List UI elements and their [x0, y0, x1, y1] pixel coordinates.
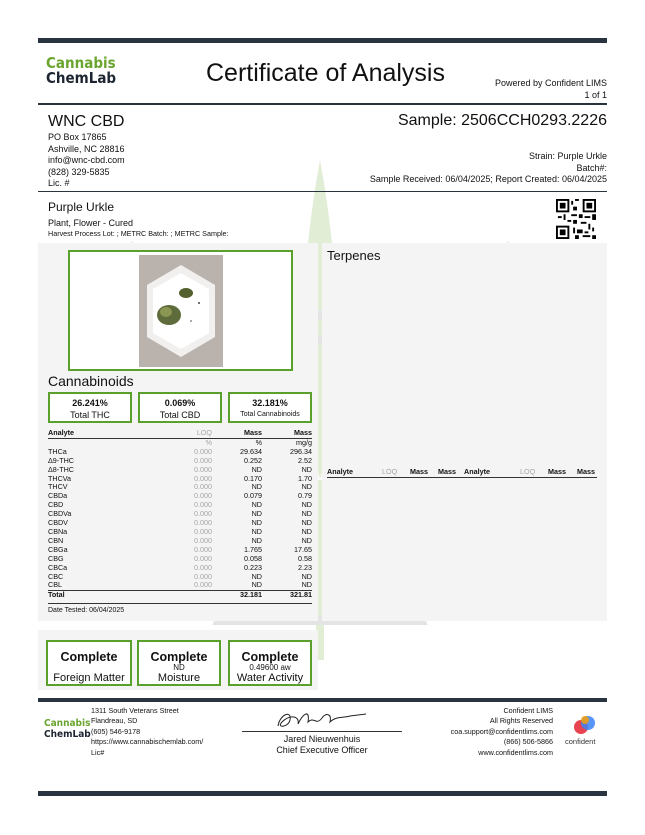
total-cannabinoids-value: 32.181%: [252, 398, 288, 408]
lims-website: www.confidentlims.com: [478, 747, 553, 757]
table-row: [48, 555, 312, 564]
mass-pct-cell: ND: [251, 571, 262, 581]
table-row: [48, 519, 312, 528]
analyte-cell: CBDa: [48, 491, 68, 501]
foreign-matter-box: [46, 640, 132, 686]
mass-mg-cell: ND: [301, 500, 312, 510]
table-row: [48, 573, 312, 582]
confident-label: confident: [565, 737, 596, 746]
mass-pct-cell: ND: [251, 580, 262, 590]
table-row: [48, 528, 312, 537]
loq-cell: 0.000: [194, 455, 212, 465]
mass-mg-cell: 17.65: [294, 544, 312, 554]
table-row: [48, 466, 312, 475]
footer-logo: [44, 718, 91, 740]
col-analyte: Analyte: [48, 428, 74, 437]
analyte-cell: CBNa: [48, 526, 68, 536]
signer-title: Chief Executive Officer: [276, 745, 368, 755]
loq-cell: 0.000: [194, 482, 212, 492]
analyte-cell: CBN: [48, 535, 64, 545]
mass-mg-cell: ND: [301, 580, 312, 590]
terp-col-mass-2b: Mass: [577, 467, 595, 476]
terpenes-table-header: [327, 467, 597, 478]
col-loq: LOQ: [196, 428, 212, 437]
unit-pct: %: [255, 437, 262, 447]
analyte-cell: CBDV: [48, 518, 68, 528]
footer-phone: (605) 546-9178: [91, 726, 141, 736]
lims-rights: All Rights Reserved: [489, 716, 553, 726]
table-row: [48, 501, 312, 510]
table-row: [48, 448, 312, 457]
terp-col-loq-2: LOQ: [520, 467, 536, 476]
mass-mg-cell: ND: [301, 535, 312, 545]
water-activity-status: Complete: [241, 650, 299, 664]
cannabinoids-heading: Cannabinoids: [48, 373, 134, 389]
signature-graphic: [270, 706, 370, 732]
sample-photo-frame: [68, 250, 293, 371]
footer-logo-line-2: ChemLab: [44, 729, 91, 740]
total-thc-label: Total THC: [70, 410, 110, 420]
mass-mg-cell: 296.34: [290, 446, 312, 456]
footer-address: [91, 706, 203, 758]
header-rule: [38, 103, 607, 105]
client-address-1: PO Box 17865: [48, 132, 107, 142]
sample-details: [370, 151, 607, 186]
loq-cell: 0.000: [194, 518, 212, 528]
col-mass-pct: Mass: [244, 428, 262, 437]
terp-col-analyte-1: Analyte: [327, 467, 353, 476]
total-cbd-box: [138, 392, 222, 423]
cannabinoids-table: [48, 429, 312, 600]
moisture-detail: ND: [173, 663, 185, 672]
confident-logo-icon: [573, 714, 597, 736]
mass-pct-cell: ND: [251, 482, 262, 492]
mass-mg-cell: ND: [301, 482, 312, 492]
unit-loq: %: [205, 437, 212, 447]
mass-pct-cell: ND: [251, 464, 262, 474]
mass-mg-cell: ND: [301, 464, 312, 474]
table-row: [48, 475, 312, 484]
signature-line: [242, 731, 402, 732]
table-row: [48, 483, 312, 492]
mass-mg-cell: 0.58: [298, 553, 312, 563]
foreign-matter-status: Complete: [60, 650, 118, 664]
mass-pct-cell: 0.058: [244, 553, 262, 563]
total-label: Total: [48, 590, 65, 600]
moisture-label: Moisture: [157, 672, 201, 684]
analyte-cell: CBGa: [48, 544, 68, 554]
signer-block: [242, 734, 402, 756]
terpenes-heading: Terpenes: [327, 248, 381, 263]
loq-cell: 0.000: [194, 491, 212, 501]
client-license: Lic. #: [48, 178, 70, 188]
mass-mg-cell: 2.23: [298, 562, 312, 572]
mass-mg-cell: 0.79: [298, 491, 312, 501]
col-mass-mg: Mass: [294, 428, 312, 437]
mass-pct-cell: 29.634: [240, 446, 262, 456]
analyte-cell: THCVa: [48, 473, 72, 483]
lims-info: [451, 706, 553, 758]
sample-photo: [139, 255, 223, 367]
table-row: [48, 537, 312, 546]
analyte-cell: CBCa: [48, 562, 68, 572]
qr-code-icon: [556, 199, 596, 239]
loq-cell: 0.000: [194, 464, 212, 474]
loq-cell: 0.000: [194, 446, 212, 456]
mass-pct-cell: ND: [251, 500, 262, 510]
analyte-cell: CBDVa: [48, 509, 72, 519]
water-activity-detail: 0.49600 aw: [249, 663, 291, 672]
product-name: Purple Urkle: [48, 200, 115, 214]
client-details: [48, 132, 125, 190]
unit-mg: mg/g: [296, 437, 312, 447]
mass-pct-cell: ND: [251, 509, 262, 519]
total-cbd-value: 0.069%: [164, 398, 196, 408]
total-mg: 321.81: [290, 590, 312, 600]
client-rule: [38, 191, 607, 192]
analyte-cell: THCa: [48, 446, 67, 456]
mass-pct-cell: 0.252: [244, 455, 262, 465]
mass-pct-cell: 0.079: [244, 491, 262, 501]
mass-pct-cell: ND: [251, 518, 262, 528]
analyte-cell: THCV: [48, 482, 68, 492]
total-cbd-label: Total CBD: [159, 410, 201, 420]
harvest-info: Harvest Process Lot: ; METRC Batch: ; METRC Sample:: [48, 229, 229, 238]
page-number: 1 of 1: [584, 89, 607, 100]
analyte-cell: CBD: [48, 500, 64, 510]
foreign-matter-label: Foreign Matter: [53, 672, 125, 684]
mass-mg-cell: ND: [301, 526, 312, 536]
table-row: [48, 564, 312, 573]
analyte-cell: CBL: [48, 580, 62, 590]
logo-line-1: Cannabis: [46, 54, 116, 72]
lims-email: coa.support@confidentlims.com: [450, 726, 553, 736]
powered-by: Powered by Confident LIMS: [494, 78, 607, 88]
header-meta: [495, 78, 607, 101]
water-activity-label: Water Activity: [236, 672, 304, 684]
loq-cell: 0.000: [194, 526, 212, 536]
lims-phone: (866) 506-5866: [503, 737, 553, 747]
lims-name: Confident LIMS: [503, 706, 553, 715]
loq-cell: 0.000: [194, 553, 212, 563]
signer-name: Jared Nieuwenhuis: [283, 734, 361, 744]
footer-bar: [38, 698, 607, 702]
moisture-box: [137, 640, 221, 686]
table-row: [48, 510, 312, 519]
footer-license: Lic#: [91, 747, 105, 757]
total-thc-value: 26.241%: [72, 398, 108, 408]
sample-dates: Sample Received: 06/04/2025; Report Created: 06/04/2025: [369, 174, 607, 184]
bottom-bar: [38, 791, 607, 796]
loq-cell: 0.000: [194, 473, 212, 483]
client-phone: (828) 329-5835: [48, 166, 110, 177]
mass-pct-cell: ND: [251, 535, 262, 545]
loq-cell: 0.000: [194, 571, 212, 581]
terp-col-analyte-2: Analyte: [464, 467, 490, 476]
mass-pct-cell: 1.765: [244, 544, 262, 554]
terp-col-mass-1: Mass: [410, 467, 428, 476]
mass-pct-cell: 0.223: [244, 562, 262, 572]
foreign-matter-detail: [48, 664, 130, 672]
sample-id: Sample: 2506CCH0293.2226: [397, 112, 607, 129]
total-cannabinoids-box: [228, 392, 312, 423]
client-address-2: Ashville, NC 28816: [48, 143, 125, 154]
analyte-cell: CBG: [48, 553, 64, 563]
footer-city: Flandreau, SD: [91, 716, 138, 726]
table-row: [48, 546, 312, 555]
footer-logo-line-1: Cannabis: [44, 718, 91, 729]
table-total-row: [48, 591, 312, 600]
product-type: Plant, Flower - Cured: [48, 218, 134, 228]
total-cannabinoids-label: Total Cannabinoids: [240, 411, 300, 418]
mass-mg-cell: 1.70: [298, 473, 312, 483]
footer-street: 1311 South Veterans Street: [91, 706, 179, 715]
terpenes-panel: [322, 243, 607, 621]
total-pct: 32.181: [240, 590, 262, 600]
loq-cell: 0.000: [194, 535, 212, 545]
water-activity-box: [228, 640, 312, 686]
date-tested: Date Tested: 06/04/2025: [48, 607, 125, 614]
sample-strain: Strain: Purple Urkle: [528, 151, 607, 161]
loq-cell: 0.000: [194, 580, 212, 590]
table-header: [48, 429, 312, 438]
logo-line-2: ChemLab: [46, 69, 117, 87]
lab-logo: [46, 56, 116, 86]
analyte-cell: Δ8-THC: [48, 464, 74, 474]
mass-mg-cell: ND: [301, 509, 312, 519]
loq-cell: 0.000: [194, 500, 212, 510]
mass-pct-cell: 0.170: [244, 473, 262, 483]
terp-col-mass-2: Mass: [548, 467, 566, 476]
moisture-status: Complete: [150, 650, 208, 664]
terp-col-loq-1: LOQ: [382, 467, 398, 476]
client-name: WNC CBD: [48, 113, 125, 130]
table-units-row: [48, 438, 312, 447]
sample-batch: Batch#:: [576, 162, 607, 173]
mass-mg-cell: 2.52: [298, 455, 312, 465]
mass-mg-cell: ND: [301, 571, 312, 581]
table-row: [48, 492, 312, 501]
table-row: [48, 581, 312, 590]
date-rule: [48, 603, 312, 604]
client-email: info@wnc-cbd.com: [48, 155, 125, 165]
top-bar: [38, 38, 607, 43]
mass-mg-cell: ND: [301, 518, 312, 528]
table-row: [48, 457, 312, 466]
total-thc-box: [48, 392, 132, 423]
analyte-cell: CBC: [48, 571, 64, 581]
terp-col-mass-1b: Mass: [438, 467, 456, 476]
footer-website: https://www.cannabischemlab.com/: [91, 737, 204, 747]
page-title: Certificate of Analysis: [206, 59, 445, 87]
loq-cell: 0.000: [194, 544, 212, 554]
mass-pct-cell: ND: [251, 526, 262, 536]
loq-cell: 0.000: [194, 562, 212, 572]
loq-cell: 0.000: [194, 509, 212, 519]
analyte-cell: Δ9-THC: [48, 455, 74, 465]
